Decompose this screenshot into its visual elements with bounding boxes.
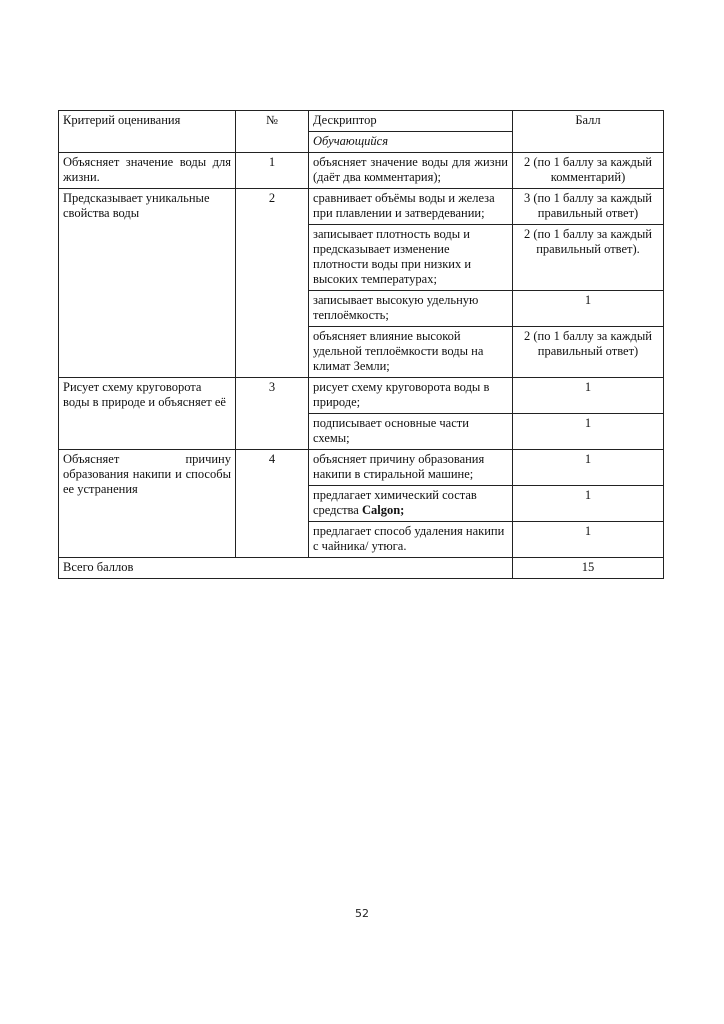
score-cell: 2 (по 1 баллу за каждый правильный ответ) [513,327,664,378]
descriptor-cell: записывает высокую удельную теплоёмкость; [309,291,513,327]
header-number: № [236,111,309,153]
descriptor-cell: объясняет причину образования накипи в стиральной машине; [309,450,513,486]
descriptor-cell: подписывает основные части схемы; [309,414,513,450]
descriptor-cell [309,486,513,522]
table-header-row [59,111,664,132]
descriptor-cell: объясняет значение воды для жизни (даёт два комментария); [309,153,513,189]
criterion-number: 2 [236,189,309,378]
criterion-number: 4 [236,450,309,558]
total-row [59,558,664,579]
descriptor-cell: записывает плотность воды и предсказывает изменение плотности воды при низких и высоких температурах; [309,225,513,291]
criterion-number: 1 [236,153,309,189]
table-row [59,378,664,414]
table-row [59,189,664,225]
criterion-cell: Объясняет значение воды для жизни. [59,153,236,189]
total-label: Всего баллов [59,558,513,579]
criterion-cell: Объясняет причину образования накипи и способы ее устранения [59,450,236,558]
header-score: Балл [513,111,664,153]
score-cell: 3 (по 1 баллу за каждый правильный ответ) [513,189,664,225]
assessment-rubric-table [58,110,664,579]
score-cell: 2 (по 1 баллу за каждый комментарий) [513,153,664,189]
descriptor-text: предлагает химический состав средства [313,488,477,517]
descriptor-cell: объясняет влияние высокой удельной теплоёмкости воды на климат Земли; [309,327,513,378]
score-cell: 1 [513,414,664,450]
score-cell: 1 [513,450,664,486]
table-row [59,153,664,189]
descriptor-cell: сравнивает объёмы воды и железа при плавлении и затвердевании; [309,189,513,225]
table-row [59,450,664,486]
score-cell: 2 (по 1 баллу за каждый правильный ответ). [513,225,664,291]
descriptor-cell: рисует схему круговорота воды в природе; [309,378,513,414]
criterion-number: 3 [236,378,309,450]
header-descriptor: Дескриптор [309,111,513,132]
score-cell: 1 [513,378,664,414]
score-cell: 1 [513,291,664,327]
subheader-student: Обучающийся [309,132,513,153]
page-number: 52 [355,907,369,920]
product-name-calgon: Calgon; [361,503,405,517]
score-cell: 1 [513,522,664,558]
descriptor-cell: предлагает способ удаления накипи с чайника/ утюга. [309,522,513,558]
criterion-cell: Предсказывает уникальные свойства воды [59,189,236,378]
criterion-cell: Рисует схему круговорота воды в природе и объясняет её [59,378,236,450]
score-cell: 1 [513,486,664,522]
total-value: 15 [513,558,664,579]
header-criterion: Критерий оценивания [59,111,236,153]
